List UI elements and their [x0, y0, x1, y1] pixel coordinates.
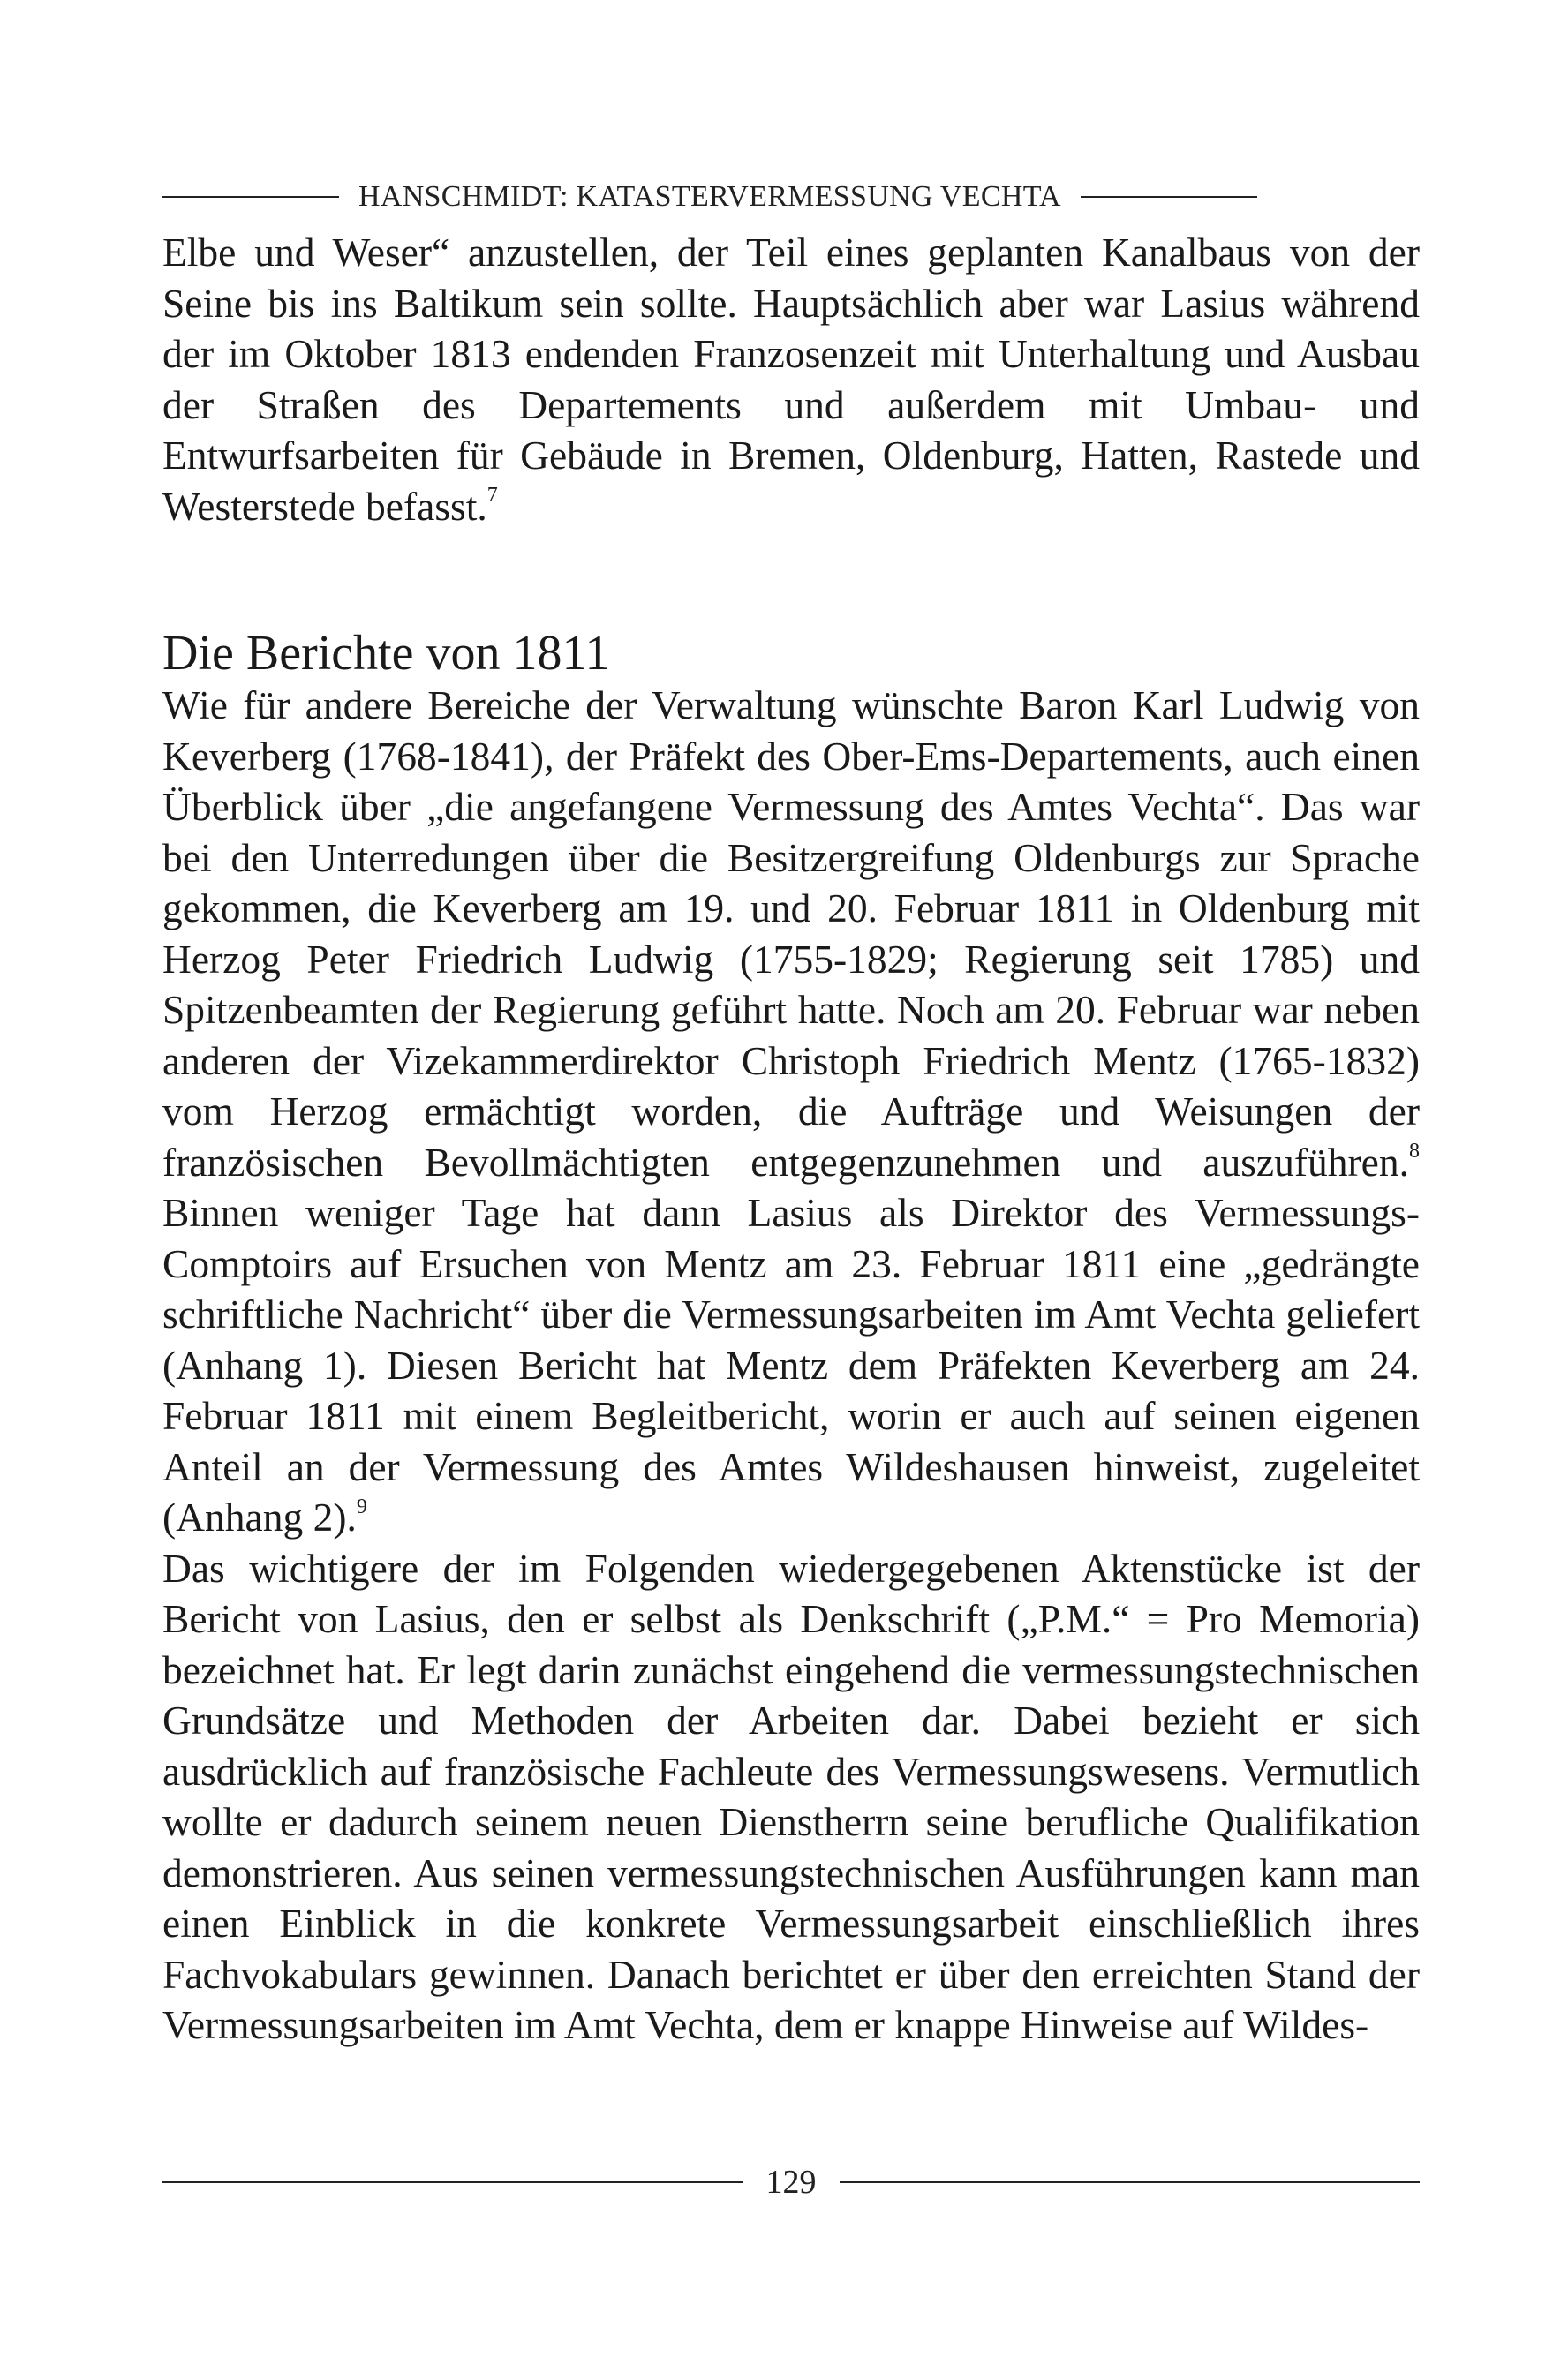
running-head-text: HANSCHMIDT: KATASTERVERMESSUNG VECHTA	[358, 180, 1061, 213]
page-number: 129	[765, 2164, 817, 2201]
paragraph-2: Das wichtigere der im Folgenden wiedergegebenen Aktenstücke ist der Bericht von Lasius, den er selbst als Denkschrift („P.M.“ = Pro Memoria) bezeichnet hat. Er legt darin zunächst eingehend die vermessungstechnischen Grundsätze und Methoden der Arbeiten dar. Dabei bezieht er sich ausdrücklich auf französische Fachleute des Vermessungswesens. Vermutlich wollte er dadurch seinem neuen Dienstherrn seine berufliche Qualifikation demonstrieren. Aus seinen vermessungstechnischen Ausführungen kann man einen Einblick in die konkrete Vermessungsarbeit einschließlich ihres Fachvokabulars gewinnen. Danach berichtet er über den erreichten Stand der Vermessungsarbeiten im Amt Vechta, dem er knappe Hinweise auf Wildes-	[162, 1545, 1420, 2047]
footer-rule-right	[840, 2181, 1421, 2183]
footnote-marker: 8	[1409, 1140, 1420, 1164]
footnote-marker: 7	[486, 484, 498, 508]
section-body	[162, 680, 1420, 2051]
page-footer	[162, 2163, 1420, 2202]
running-head-rule-right	[1081, 196, 1257, 198]
running-head	[162, 181, 1420, 213]
section-heading: Die Berichte von 1811	[162, 626, 610, 681]
paragraph-1-part-2: Binnen weniger Tage hat dann Lasius als Direktor des Vermessungs-Comptoirs auf Ersuchen von Mentz am 23. Februar 1811 eine „gedrängte schriftliche Nachricht“ über die Vermessungsarbeiten im Amt Vechta geliefert (Anhang 1). Diesen Bericht hat Mentz dem Präfekten Keverberg am 24. Februar 1811 mit einem Begleitbericht, worin er auch auf seinen eigenen Anteil an der Vermessung des Amtes Wildeshausen hinweist, zugeleitet (Anhang 2).	[162, 1190, 1420, 1540]
running-head-rule-left	[162, 196, 339, 198]
intro-text: Elbe und Weser“ anzustellen, der Teil eines geplanten Kanalbaus von der Seine bis ins Baltikum sein sollte. Hauptsächlich aber war Lasius während der im Oktober 1813 endenden Franzosenzeit mit Unterhaltung und Ausbau der Straßen des Departements und außerdem mit Umbau- und Entwurfsarbeiten für Gebäude in Bremen, Oldenburg, Hatten, Rastede und Westerstede befasst.	[162, 230, 1420, 529]
footer-rule-left	[162, 2181, 743, 2183]
paragraph-1	[162, 680, 1420, 1543]
paragraph-1-part-1: Wie für andere Bereiche der Verwaltung wünschte Baron Karl Ludwig von Keverberg (1768-1841), der Präfekt des Ober-Ems-Departements, auch einen Überblick über „die angefangene Vermessung des Amtes Vechta“. Das war bei den Unterredungen über die Besitzergreifung Oldenburgs zur Sprache gekommen, die Keverberg am 19. und 20. Februar 1811 in Oldenburg mit Herzog Peter Friedrich Ludwig (1755-1829; Regierung seit 1785) und Spitzenbeamten der Regierung geführt hatte. Noch am 20. Februar war neben anderen der Vizekammerdirektor Christoph Friedrich Mentz (1765-1832) vom Herzog ermächtigt worden, die Aufträge und Weisungen der französischen Bevollmächtigten entgegenzunehmen und auszuführen.	[162, 682, 1420, 1185]
footnote-marker: 9	[356, 1495, 367, 1518]
intro-paragraph	[162, 227, 1420, 531]
page-content	[162, 181, 1420, 2051]
